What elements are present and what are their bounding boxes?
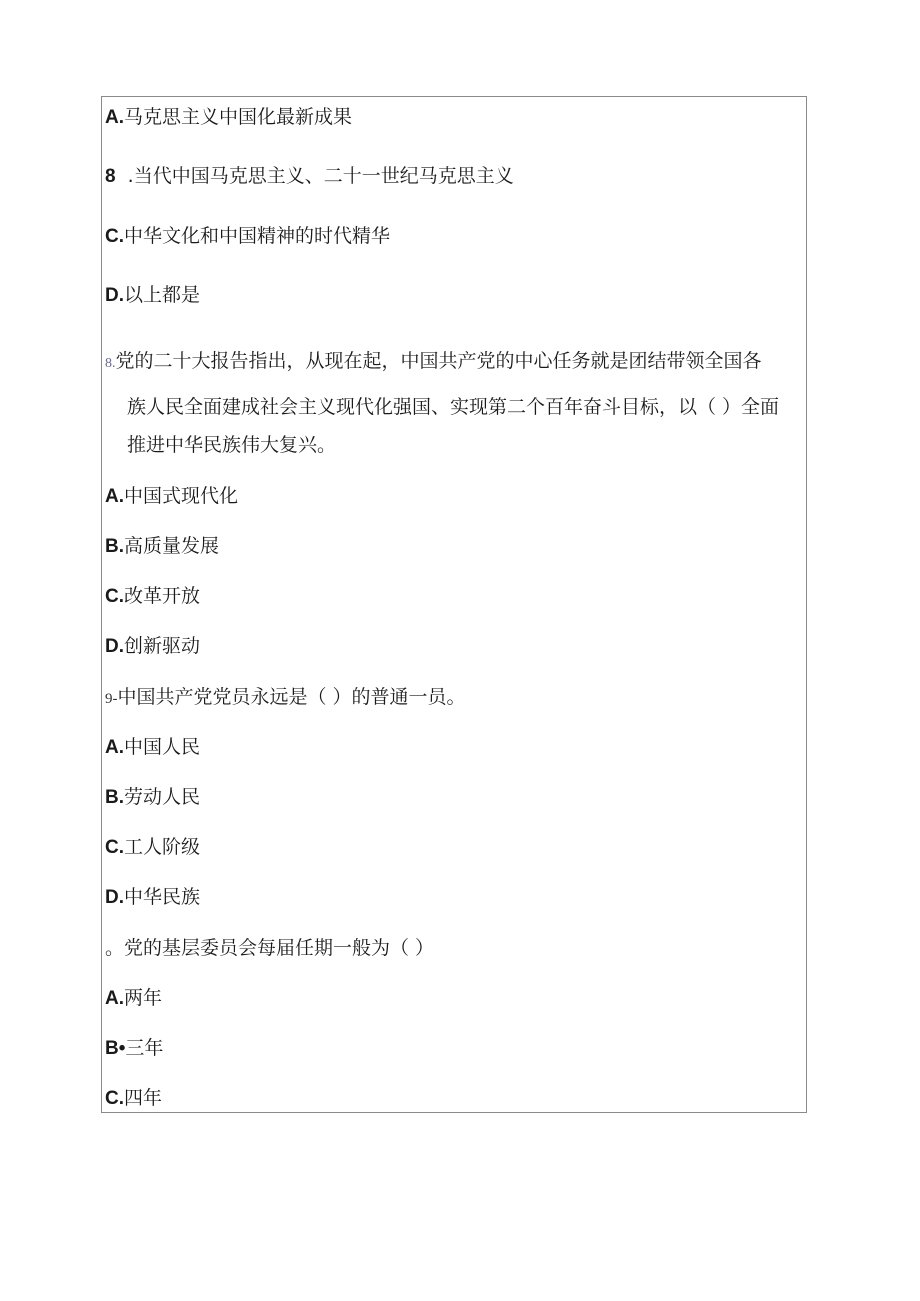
question-number: 9- xyxy=(105,691,118,707)
option-b-line xyxy=(105,1036,163,1061)
question-text: 族人民全面建成社会主义现代化强国、实现第二个百年奋斗目标，以（ ）全面 xyxy=(127,396,780,418)
option-c-line xyxy=(105,1086,162,1111)
option-text: 三年 xyxy=(125,1037,164,1059)
option-c-line xyxy=(105,584,200,609)
document-frame xyxy=(101,96,807,1113)
option-d-line xyxy=(105,634,200,659)
question-text: 。党的基层委员会每届任期一般为（ ） xyxy=(105,937,435,959)
option-letter: C. xyxy=(105,586,124,607)
option-text: 中国人民 xyxy=(124,736,201,758)
question-text: 党的二十大报告指出，从现在起，中国共产党的中心任务就是团结带领全国各 xyxy=(115,350,762,372)
option-a-line xyxy=(105,986,162,1011)
question-number: 8. xyxy=(105,356,116,371)
question-9-line xyxy=(105,685,466,711)
option-text: 中国式现代化 xyxy=(124,485,239,507)
option-letter: A. xyxy=(105,737,124,758)
question-10-line xyxy=(105,936,434,960)
option-text: 以上都是 xyxy=(124,284,201,306)
option-c-line xyxy=(105,224,390,249)
question-8-line-1 xyxy=(105,349,762,376)
option-letter: B. xyxy=(105,787,124,808)
option-text: 中华民族 xyxy=(124,886,201,908)
option-text: 创新驱动 xyxy=(124,635,201,657)
option-d-line xyxy=(105,885,200,910)
option-text: 中华文化和中国精神的时代精华 xyxy=(124,225,391,247)
option-letter: A. xyxy=(105,107,124,128)
option-a-line xyxy=(105,735,200,760)
option-letter: D. xyxy=(105,887,124,908)
option-number: 8 xyxy=(105,166,116,187)
question-text: 中国共产党党员永远是（ ）的普通一员。 xyxy=(117,686,466,708)
option-d-line xyxy=(105,283,200,308)
option-letter: D. xyxy=(105,636,124,657)
option-text: 两年 xyxy=(124,987,163,1009)
option-c-line xyxy=(105,835,200,860)
option-text: 工人阶级 xyxy=(124,836,201,858)
option-letter: C. xyxy=(105,226,124,247)
option-letter: B. xyxy=(105,536,124,557)
option-a-line xyxy=(105,105,352,130)
option-text: 劳动人民 xyxy=(124,786,201,808)
option-b-line xyxy=(105,534,219,559)
option-a-line xyxy=(105,484,238,509)
option-text: 高质量发展 xyxy=(124,535,220,557)
option-b-line xyxy=(105,785,200,810)
option-letter: A. xyxy=(105,988,124,1009)
option-letter: C. xyxy=(105,1088,124,1109)
option-letter: C. xyxy=(105,837,124,858)
option-text: 马克思主义中国化最新成果 xyxy=(124,106,353,128)
option-text: .当代中国马克思主义、二十一世纪马克思主义 xyxy=(115,165,514,187)
question-text: 推进中华民族伟大复兴。 xyxy=(127,434,337,456)
option-text: 四年 xyxy=(124,1087,163,1109)
option-b-line xyxy=(105,164,514,189)
option-letter: A. xyxy=(105,486,124,507)
option-letter: B• xyxy=(105,1038,126,1059)
option-letter: D. xyxy=(105,285,124,306)
question-8-line-2 xyxy=(127,395,779,419)
option-text: 改革开放 xyxy=(124,585,201,607)
question-8-line-3 xyxy=(127,433,336,457)
